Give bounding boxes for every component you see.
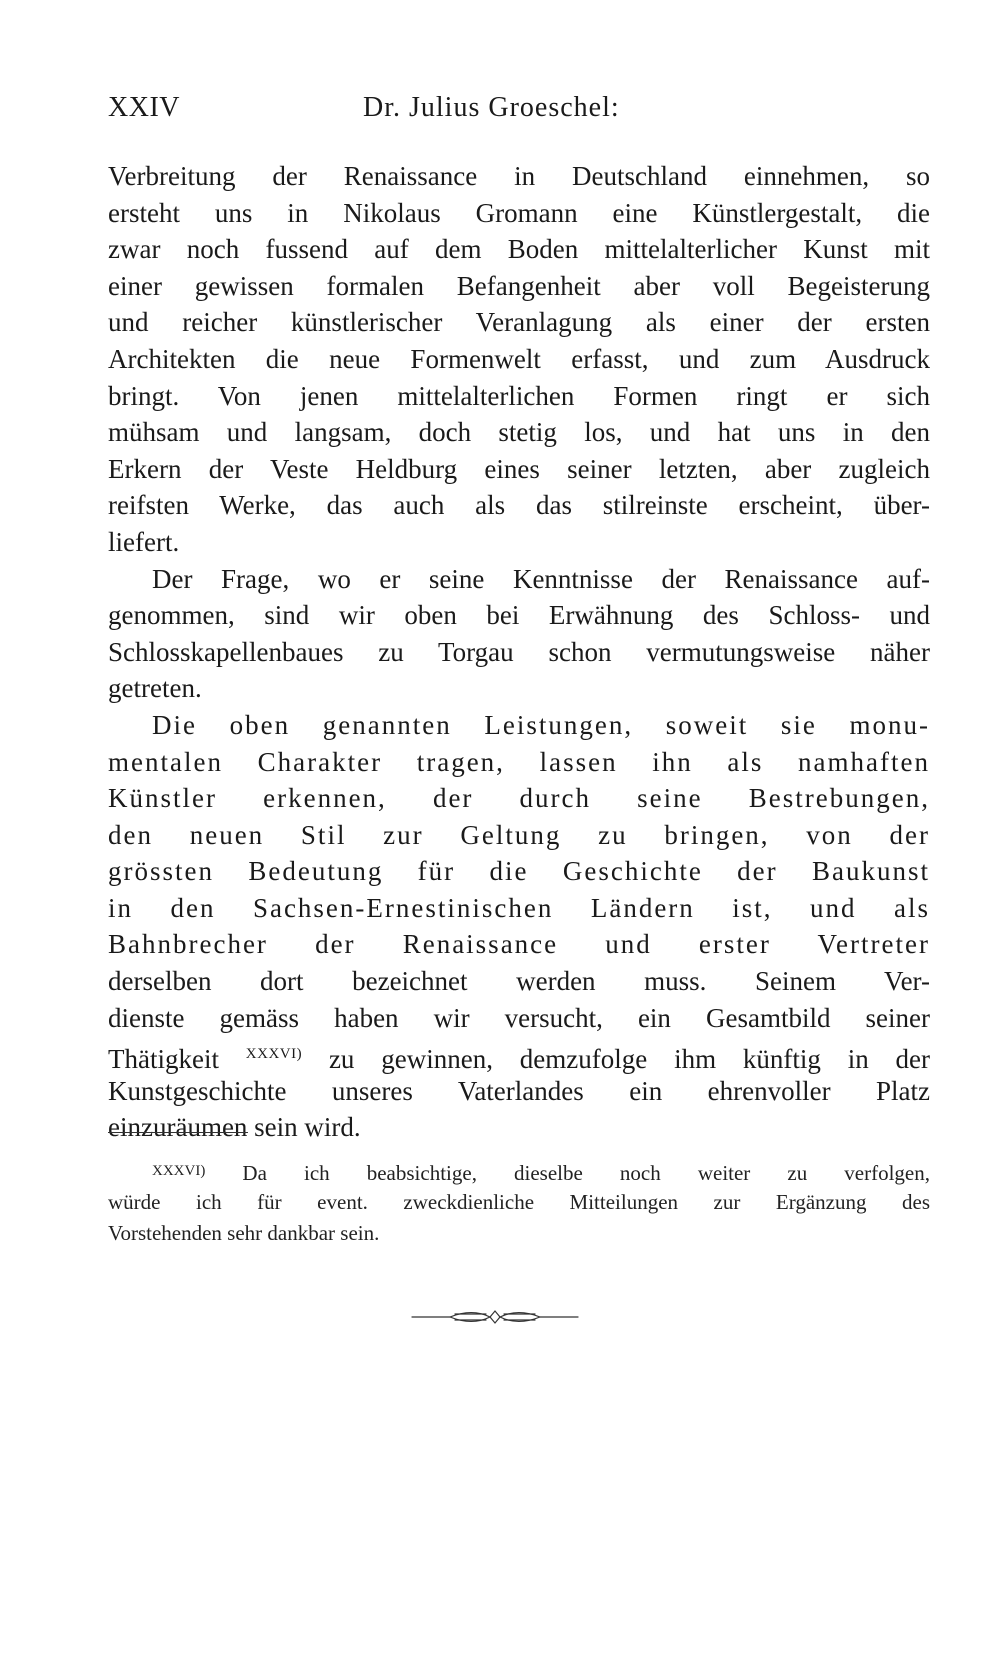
text-line: Verbreitung der Renaissance in Deutschland einnehmen, so [108,161,930,191]
footnote [108,1156,930,1249]
text-line: bringt. Von jenen mittelalterlichen Formen ringt er sich [108,380,930,411]
text-line: derselben dort bezeichnet werden muss. Seinem Ver- [108,966,930,997]
text-line: und reicher künstlerischer Veranlagung als einer der ersten [108,307,930,338]
text-line: ersteht uns in Nikolaus Gromann eine Künstlergestalt, die [108,197,930,228]
footnote-line: würde ich für event. zweckdienliche Mitteilungen zur Ergänzung des [108,1190,930,1214]
text-line-with-footnote-ref [108,1036,930,1073]
text-line: in den Sachsen-Ernestinischen Ländern ist, und als [108,892,930,923]
paragraph-start: Die oben genannten Leistungen, soweit sie monu- [152,709,930,740]
text-line: liefert. [108,526,180,557]
page-number: XXIV [108,92,180,123]
text-line: mentalen Charakter tragen, lassen ihn als namhaften [108,746,930,777]
main-text [108,158,930,1146]
text-line: Schlosskapellenbaues zu Torgau schon vermutungsweise näher [108,636,930,667]
footnote-reference[interactable]: XXXVI) [245,1046,303,1063]
text-line: Architekten die neue Formenwelt erfasst, und zum Ausdruck [108,343,930,374]
page-header [108,92,930,132]
running-title: Dr. Julius Groeschel: [363,92,620,123]
footnote-divider [108,1132,248,1133]
text-line: Künstler erkennen, der durch seine Bestrebungen, [108,783,930,814]
text-line: zwar noch fussend auf dem Boden mittelalterlicher Kunst mit [108,234,930,265]
text-line: genommen, sind wir oben bei Erwähnung des Schloss- und [108,600,930,631]
text-line: reifsten Werke, das auch als das stilreinste erscheint, über- [108,490,930,521]
text-fragment: zu gewinnen, demzufolge ihm künftig in der [328,1044,931,1075]
text-line: Erkern der Veste Heldburg eines seiner letzten, aber zugleich [108,453,930,484]
text-line: einer gewissen formalen Befangenheit aber voll Begeisterung [108,270,930,301]
text-line: Bahnbrecher der Renaissance und erster Vertreter [108,929,930,960]
paragraph-start: Der Frage, wo er seine Kenntnisse der Renaissance auf- [152,563,930,594]
text-fragment: Thätigkeit [108,1044,219,1075]
text-line: mühsam und langsam, doch stetig los, und hat uns in den [108,417,930,448]
footnote-text: Da ich beabsichtige, dieselbe noch weiter zu verfolgen, [242,1161,931,1185]
text-line: einzuräumen sein wird. [108,1112,361,1143]
text-line: getreten. [108,673,202,704]
text-line: den neuen Stil zur Geltung zu bringen, von der [108,819,930,850]
text-line: dienste gemäss haben wir versucht, ein Gesamtbild seiner [108,1002,930,1033]
end-ornament-icon [410,1305,580,1329]
text-line: grössten Bedeutung für die Geschichte der Baukunst [108,856,930,887]
footnote-line: Vorstehenden sehr dankbar sein. [108,1221,380,1245]
text-line: Kunstgeschichte unseres Vaterlandes ein ehrenvoller Platz [108,1075,930,1106]
footnote-line [108,1156,930,1187]
footnote-marker: XXXVI) [152,1163,206,1179]
